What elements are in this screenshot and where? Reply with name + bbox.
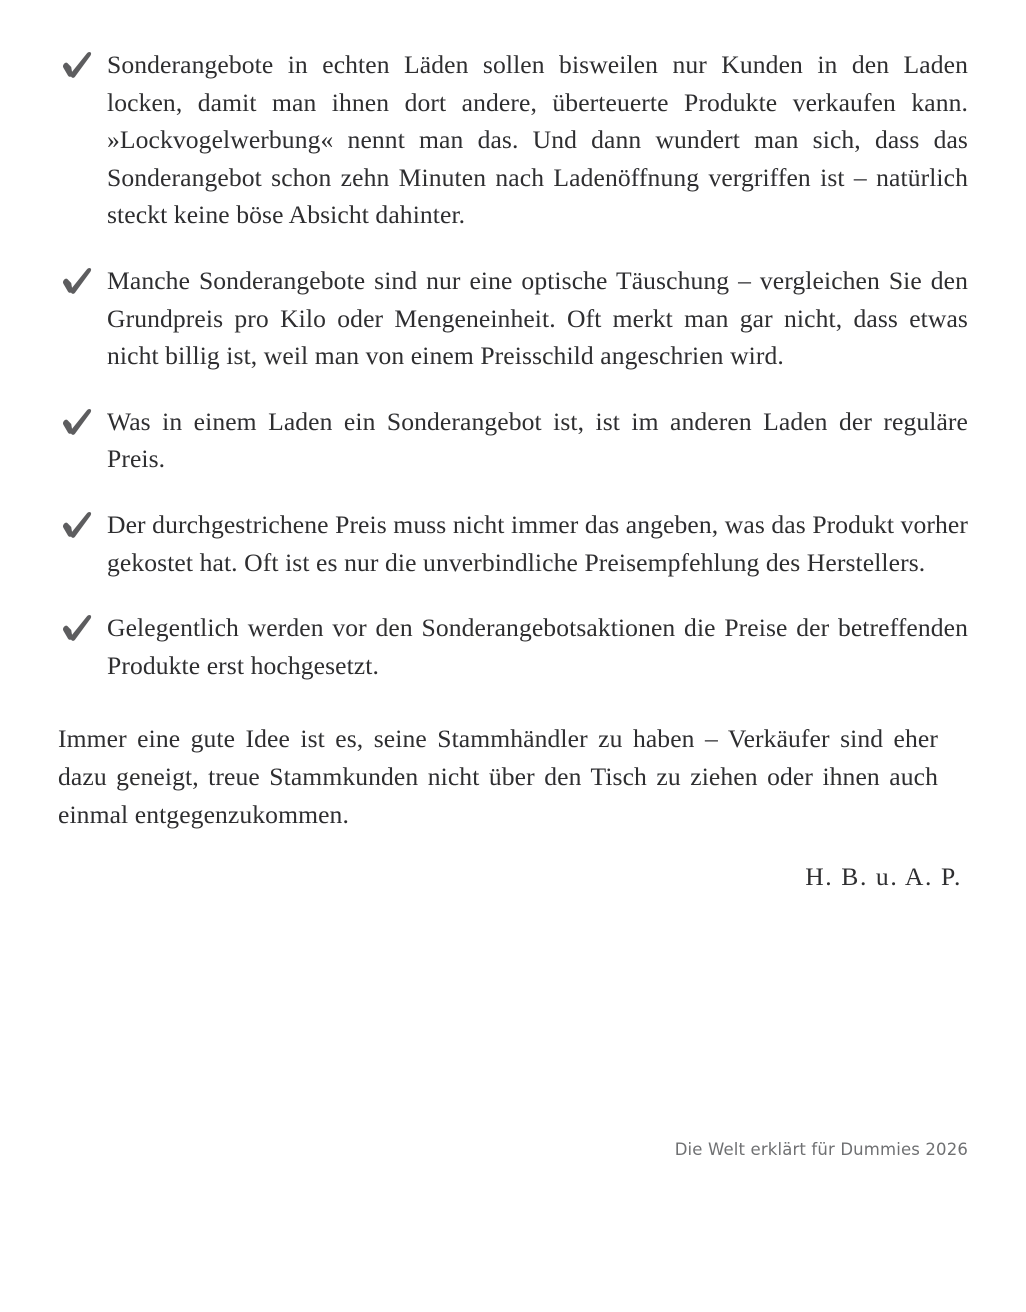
check-mark-icon <box>60 613 94 643</box>
list-item <box>58 403 968 478</box>
list-item-text: Gelegentlich werden vor den Sonderangebotsaktionen die Preise der betreffenden Produkte erst hochgesetzt. <box>107 613 968 680</box>
list-item-text: Manche Sonderangebote sind nur eine optische Täuschung – vergleichen Sie den Grundpreis pro Kilo oder Mengeneinheit. Oft merkt man gar nicht, dass etwas nicht billig ist, weil man von einem Preisschild angeschrien wird. <box>107 265 968 371</box>
closing-paragraph: Immer eine gute Idee ist es, seine Stammhändler zu haben – Verkäufer sind eher dazu geneigt, treue Stammkunden nicht über den Tisch zu ziehen oder ihnen auch einmal entgegenzukommen. <box>58 724 938 830</box>
list-item <box>58 609 968 684</box>
list-item-text: Was in einem Laden ein Sonderangebot ist, ist im anderen Laden der reguläre Preis. <box>107 406 968 474</box>
list-item-text: Sonderangebote in echten Läden sollen bisweilen nur Kunden in den Laden locken, damit man ihnen dort andere, überteuerte Produkte verkaufen kann. »Lockvogelwerbung« nennt man das. Und dann wundert man sich, dass das Sonderangebot schon zehn Minuten nach Ladenöffnung vergriffen ist – natürlich steckt keine böse Absicht dahinter. <box>107 50 968 230</box>
list-item-text: Der durchgestrichene Preis muss nicht immer das angeben, was das Produkt vorher gekostet hat. Oft ist es nur die unverbindliche Preisempfehlung des Herstellers. <box>107 509 968 577</box>
list-item <box>58 506 968 581</box>
check-mark-icon <box>60 510 94 540</box>
bullet-list <box>58 46 968 684</box>
author-initials: H. B. u. A. P. <box>805 862 962 892</box>
list-item <box>58 46 968 234</box>
list-item <box>58 262 968 375</box>
check-mark-icon <box>60 50 94 80</box>
check-mark-icon <box>60 407 94 437</box>
page-footer: Die Welt erklärt für Dummies 2026 <box>674 1140 968 1159</box>
page-content <box>58 46 968 894</box>
check-mark-icon <box>60 266 94 296</box>
